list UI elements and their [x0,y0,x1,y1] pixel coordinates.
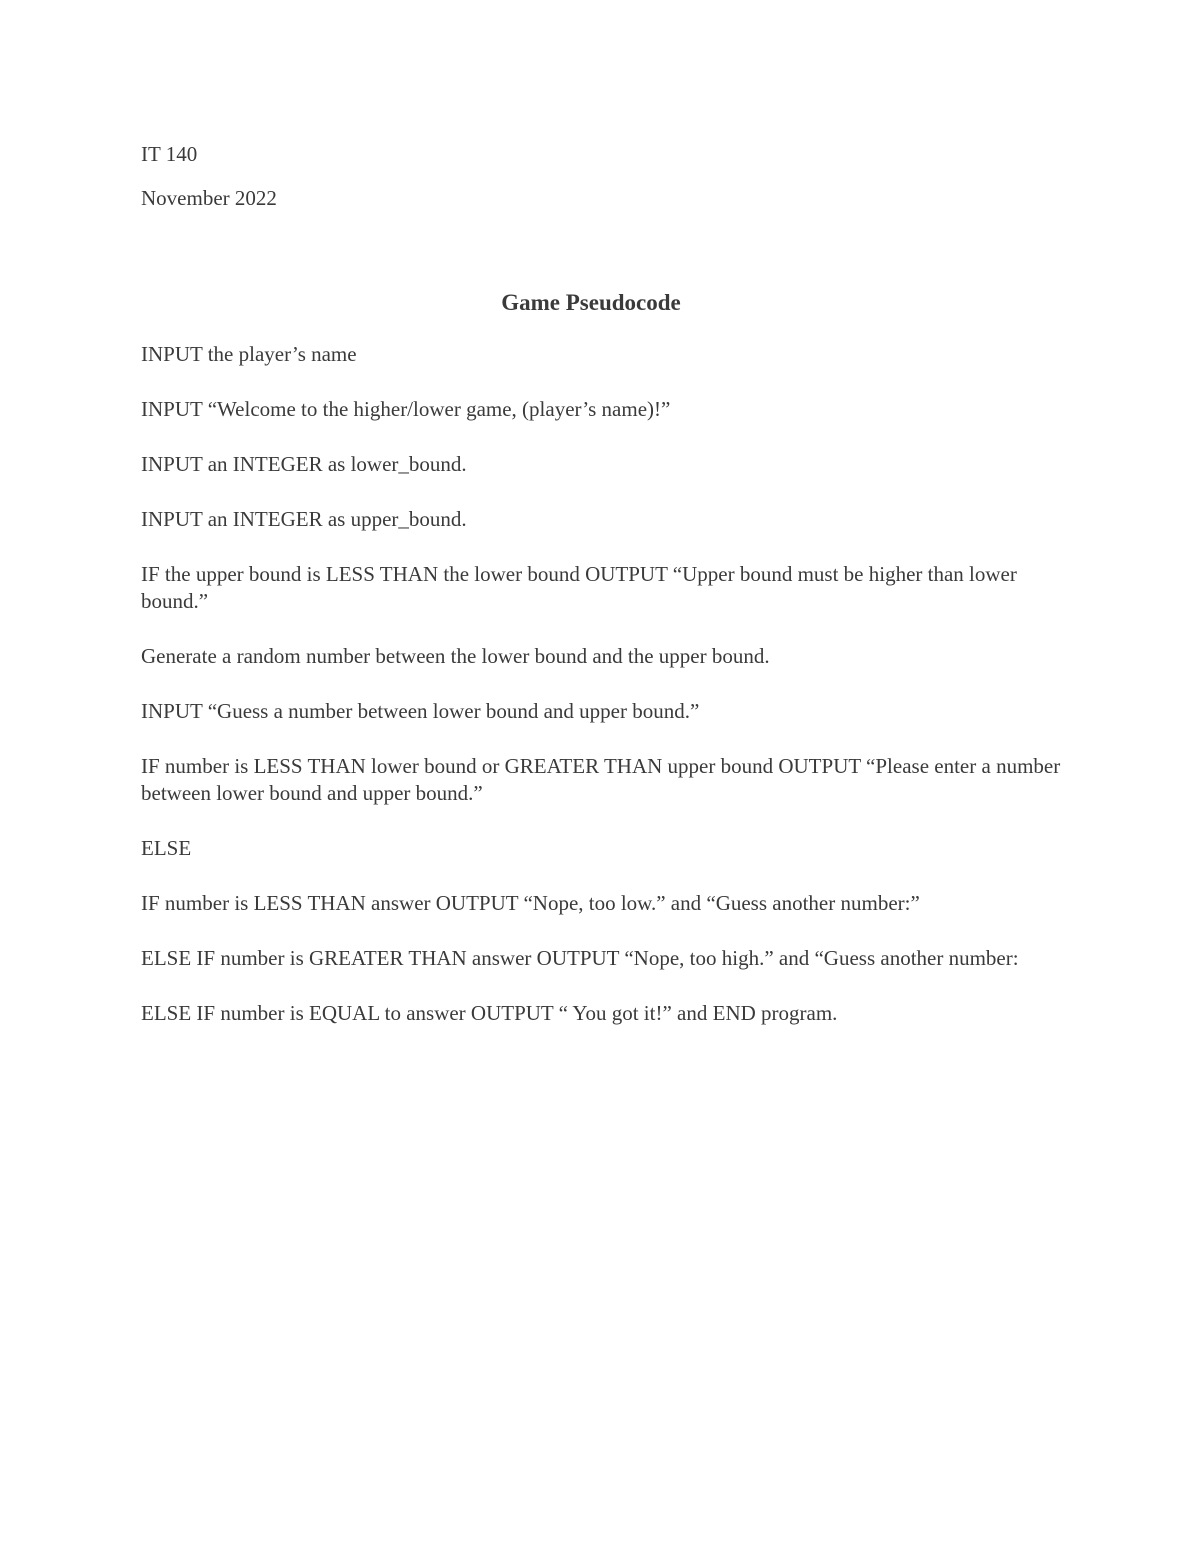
pseudocode-line-8: IF number is LESS THAN lower bound or GREATER THAN upper bound OUTPUT “Please enter a number between lower bound and upper bound.” [141,754,1061,805]
pseudocode-line-5: IF the upper bound is LESS THAN the lower bound OUTPUT “Upper bound must be higher than lower bound.” [141,562,1017,613]
pseudocode-line-4: INPUT an INTEGER as upper_bound. [141,507,467,531]
pseudocode-line-9: ELSE [141,836,192,860]
document-body [141,141,1061,1055]
date-label: November 2022 [141,186,277,210]
pseudocode-line-7: INPUT “Guess a number between lower bound and upper bound.” [141,699,700,723]
pseudocode-line-3: INPUT an INTEGER as lower_bound. [141,452,467,476]
pseudocode-line-6: Generate a random number between the lower bound and the upper bound. [141,644,770,668]
pseudocode-line-10: IF number is LESS THAN answer OUTPUT “Nope, too low.” and “Guess another number:” [141,891,920,915]
course-label: IT 140 [141,142,198,166]
pseudocode-line-2: INPUT “Welcome to the higher/lower game, (player’s name)!” [141,397,671,421]
document-title: Game Pseudocode [501,290,681,315]
pseudocode-line-12: ELSE IF number is EQUAL to answer OUTPUT “ You got it!” and END program. [141,1001,838,1025]
pseudocode-line-11: ELSE IF number is GREATER THAN answer OUTPUT “Nope, too high.” and “Guess another number: [141,946,1019,970]
pseudocode-line-1: INPUT the player’s name [141,342,357,366]
